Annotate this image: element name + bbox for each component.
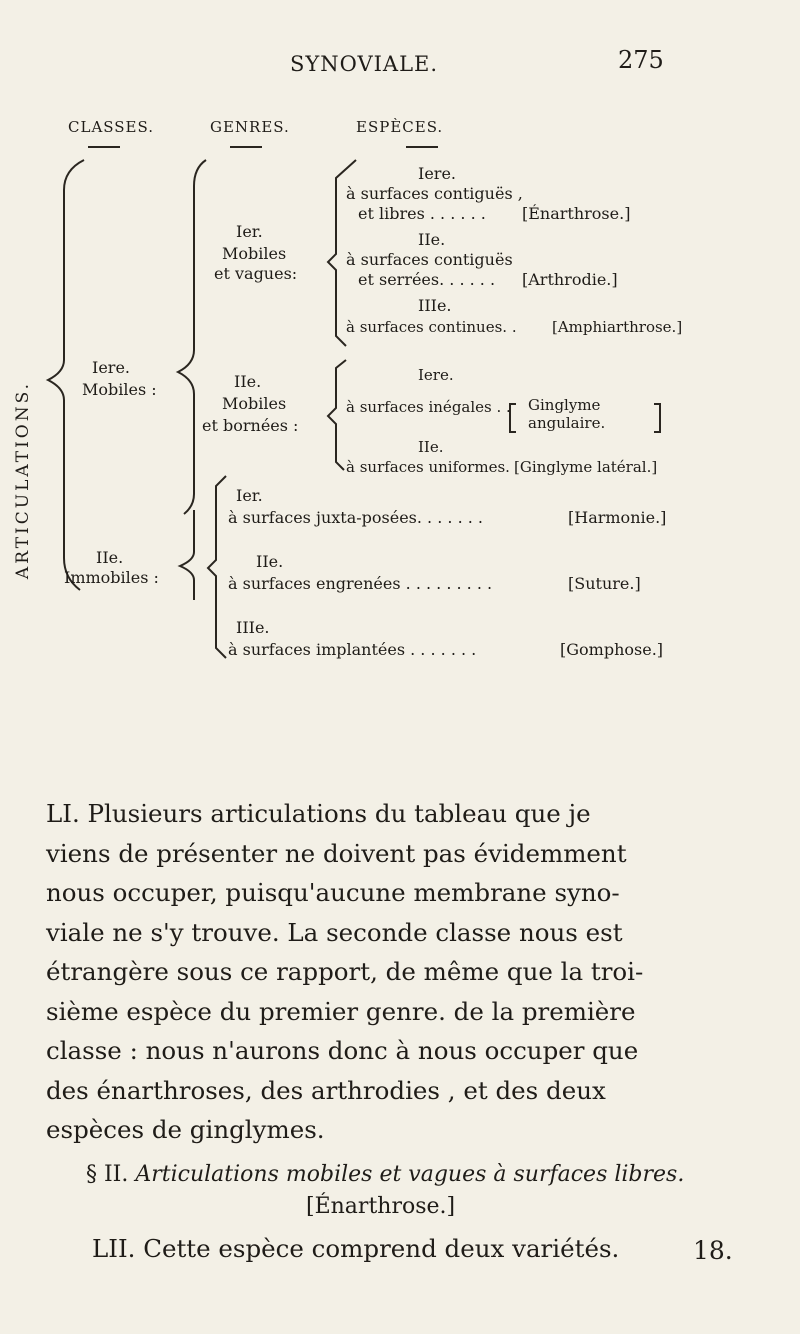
- species-3-numeral: IIIe.: [418, 296, 452, 315]
- class-1-numeral: Iere.: [92, 358, 130, 377]
- text-line: LI. Plusieurs articulations du tableau que je: [46, 799, 591, 828]
- body-paragraph-2: LII. Cette espèce comprend deux variétés.: [92, 1234, 620, 1263]
- species-2-line2: et serrées. . . . . .: [358, 270, 496, 289]
- text-line: viale ne s'y trouve. La seconde classe nous est: [46, 917, 623, 947]
- genre-1-line2: et vagues:: [214, 264, 298, 283]
- species-2-line1: à surfaces contiguës: [346, 250, 513, 269]
- species-1-line1: à surfaces contiguës ,: [346, 184, 523, 203]
- dash-especes: [406, 146, 438, 148]
- side-label-text: ARTICULATIONS.: [13, 380, 33, 580]
- text-line: viens de présenter ne doivent pas évidemment: [46, 838, 627, 868]
- bracket-class-1: [178, 160, 206, 514]
- genre-2-line1: Mobiles: [222, 394, 287, 413]
- page-number: 275: [618, 46, 664, 74]
- dash-genres: [230, 146, 262, 148]
- text-line: des énarthroses, des arthrodies , et des deux: [46, 1075, 606, 1105]
- section-heading: [86, 1162, 684, 1187]
- genre-2-numeral: IIe.: [234, 372, 262, 391]
- species-7-result: [Suture.]: [568, 574, 641, 593]
- species-2-numeral: IIe.: [418, 230, 446, 249]
- species-6-result: [Harmonie.]: [568, 508, 667, 527]
- class-1-label: Mobiles :: [82, 380, 157, 399]
- genre-1-numeral: Ier.: [236, 222, 263, 241]
- text-line: sième espèce du premier genre. de la première: [46, 996, 636, 1026]
- species-4-result-line2: angulaire.: [528, 414, 606, 432]
- species-1-line2: et libres . . . . . .: [358, 204, 486, 223]
- species-1-result: [Énarthrose.]: [522, 204, 631, 223]
- body-paragraph-1: [46, 794, 766, 1150]
- signature-mark: 18.: [693, 1236, 733, 1265]
- bracket-class-2: [180, 510, 194, 600]
- species-4-line1: à surfaces inégales . .: [346, 398, 511, 416]
- col-head-genres: GENRES.: [210, 118, 290, 136]
- species-5-numeral: IIe.: [418, 438, 444, 456]
- side-label: [8, 300, 38, 660]
- section-mark: § II.: [86, 1162, 129, 1187]
- species-4-result-line1: Ginglyme: [528, 396, 601, 414]
- species-3-result: [Amphiarthrose.]: [552, 318, 683, 336]
- species-5-line1: à surfaces uniformes.: [346, 458, 510, 476]
- running-title: SYNOVIALE.: [290, 52, 439, 76]
- bracket-genre-2: [328, 360, 346, 470]
- text-line: classe : nous n'aurons donc à nous occuper que: [46, 1036, 639, 1065]
- species-6-line1: à surfaces juxta-posées. . . . . . .: [228, 508, 483, 527]
- bracket-s4-result: [510, 404, 516, 432]
- bracket-root: [48, 160, 84, 590]
- text-line: étrangère sous ce rapport, de même que la troi-: [46, 957, 644, 986]
- genre-2-line2: et bornées :: [202, 416, 299, 435]
- section-title: Articulations mobiles et vagues à surfaces libres.: [135, 1162, 685, 1187]
- text-line: nous occuper, puisqu'aucune membrane syno-: [46, 878, 620, 907]
- species-5-result: [Ginglyme latéral.]: [514, 458, 658, 476]
- species-6-numeral: Ier.: [236, 486, 263, 505]
- species-7-line1: à surfaces engrenées . . . . . . . . .: [228, 574, 493, 593]
- species-8-line1: à surfaces implantées . . . . . . .: [228, 640, 477, 659]
- genre-1-line1: Mobiles: [222, 244, 287, 263]
- bracket-s4-result-close: [654, 404, 660, 432]
- species-7-numeral: IIe.: [256, 552, 284, 571]
- section-subtitle: [Énarthrose.]: [306, 1194, 456, 1219]
- species-1-numeral: Iere.: [418, 164, 456, 183]
- col-head-especes: ESPÈCES.: [356, 118, 444, 136]
- species-3-line1: à surfaces continues. .: [346, 318, 517, 336]
- class-2-numeral: IIe.: [96, 548, 124, 567]
- species-4-numeral: Iere.: [418, 366, 454, 384]
- species-2-result: [Arthrodie.]: [522, 270, 618, 289]
- bracket-genre-immobile: [208, 476, 226, 658]
- dash-classes: [88, 146, 120, 148]
- text-line: espèces de ginglymes.: [46, 1115, 325, 1144]
- col-head-classes: CLASSES.: [68, 118, 155, 136]
- species-8-result: [Gomphose.]: [560, 640, 664, 659]
- class-2-label: Immobiles :: [64, 568, 159, 587]
- species-8-numeral: IIIe.: [236, 618, 270, 637]
